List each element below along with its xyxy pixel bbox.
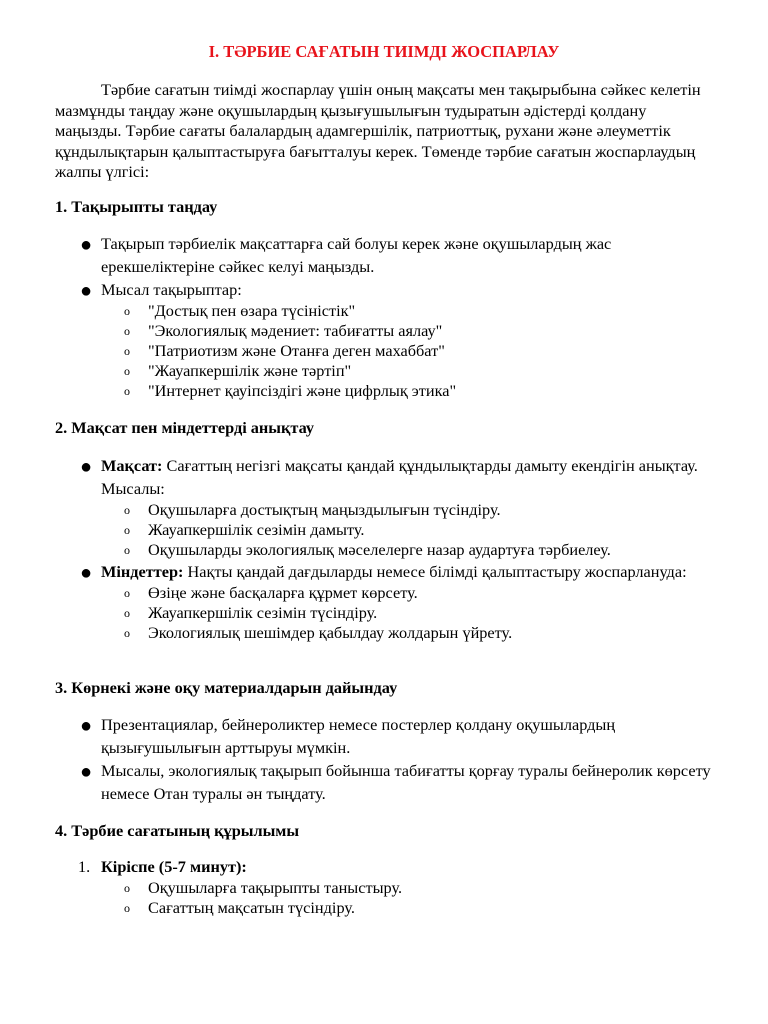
bullet-icon: ● <box>80 715 93 737</box>
list-item-text: Тақырып тәрбиелік мақсаттарға сай болуы керек және оқушылардың жас ерекшеліктеріне сәйкес келуі маңызды. <box>101 234 612 276</box>
section-4-heading: 4. Тәрбие сағатының құрылымы <box>55 821 300 840</box>
list-item <box>55 232 715 278</box>
list-item: o "Жауапкершілік және тәртіп" <box>124 361 352 380</box>
circle-bullet-icon: o <box>124 901 130 915</box>
list-item <box>55 454 715 560</box>
list-item-text: Презентациялар, бейнероликтер немесе постерлер қолдану оқушылардың қызығушылығын арттыруы мүмкін. <box>101 715 616 757</box>
section-1-heading: 1. Тақырыпты таңдау <box>55 197 218 216</box>
section-4-list <box>55 855 715 918</box>
section-1-list <box>55 232 715 401</box>
circle-bullet-icon: o <box>124 523 130 537</box>
circle-bullet-icon: o <box>124 626 130 640</box>
circle-bullet-icon: o <box>124 324 130 338</box>
list-item: o "Интернет қауіпсіздігі және цифрлық этика" <box>124 381 457 400</box>
circle-bullet-icon: o <box>124 384 130 398</box>
list-item: o Сағаттың мақсатын түсіндіру. <box>124 898 355 917</box>
page-title: I. ТӘРБИЕ САҒАТЫН ТИІМДІ ЖОСПАРЛАУ <box>208 42 560 61</box>
list-item: o "Патриотизм және Отанға деген махаббат" <box>124 341 445 360</box>
bullet-icon: ● <box>80 234 93 256</box>
list-item: o "Экологиялық мәдениет: табиғатты аялау" <box>124 321 443 340</box>
circle-bullet-icon: o <box>124 364 130 378</box>
goal-items-list <box>101 500 715 560</box>
list-item <box>55 278 715 401</box>
circle-bullet-icon: o <box>124 606 130 620</box>
list-item: o Экологиялық шешімдер қабылдау жолдарын үйрету. <box>124 623 513 642</box>
list-item <box>55 759 715 805</box>
section-3-list <box>55 713 715 805</box>
tasks-items-list <box>101 583 715 643</box>
list-item <box>55 713 715 759</box>
list-item: o "Достық пен өзара түсіністік" <box>124 301 356 320</box>
intro-stage-label: Кіріспе (5-7 минут): <box>101 857 247 876</box>
intro-paragraph: Тәрбие сағатын тиімді жоспарлау үшін оның мақсаты мен тақырыбына сәйкес келетін мазмұнды таңдау және оқушылардың қызығушылығын тудыратын әдістерді қолдану маңызды. Тәрбие сағаты балалардың адамгершілік, патриоттық, рухани және әлеуметтік құндылықтарын қалыптастыруға бағытталуы керек. Төменде тәрбие сағатын жоспарлаудың жалпы үлгісі: <box>55 80 701 181</box>
circle-bullet-icon: o <box>124 881 130 895</box>
circle-bullet-icon: o <box>124 344 130 358</box>
list-item-text: Мысал тақырыптар: <box>101 280 242 299</box>
example-topics-list <box>101 301 715 401</box>
circle-bullet-icon: o <box>124 304 130 318</box>
list-item <box>55 855 715 918</box>
bullet-icon: ● <box>80 562 93 584</box>
list-item: o Жауапкершілік сезімін дамыту. <box>124 520 365 539</box>
intro-stage-list <box>101 878 715 918</box>
bullet-icon: ● <box>80 761 93 783</box>
tasks-text: Нақты қандай дағдыларды немесе білімді қалыптастыру жоспарлануда: <box>183 562 687 581</box>
goal-label: Мақсат: <box>101 456 163 475</box>
circle-bullet-icon: o <box>124 543 130 557</box>
circle-bullet-icon: o <box>124 503 130 517</box>
goal-text: Сағаттың негізгі мақсаты қандай құндылықтарды дамыту екендігін анықтау. Мысалы: <box>101 456 698 498</box>
section-3-heading: 3. Көрнекі және оқу материалдарын дайындау <box>55 678 398 697</box>
list-item-text: Мысалы, экологиялық тақырып бойынша табиғатты қорғау туралы бейнеролик көрсету немесе Отан туралы ән тыңдату. <box>101 761 711 803</box>
list-item: o Оқушыларға достықтың маңыздылығын түсіндіру. <box>124 500 501 519</box>
list-item: o Өзіңе және басқаларға құрмет көрсету. <box>124 583 418 602</box>
list-item: o Оқушыларға тақырыпты таныстыру. <box>124 878 403 897</box>
bullet-icon: ● <box>80 280 93 302</box>
list-item: o Жауапкершілік сезімін түсіндіру. <box>124 603 378 622</box>
list-item <box>55 560 715 643</box>
list-item: o Оқушыларды экологиялық мәселелерге назар аудартуға тәрбиелеу. <box>124 540 611 559</box>
bullet-icon: ● <box>80 456 93 478</box>
section-2-list <box>55 454 715 643</box>
list-number: 1. <box>78 857 91 876</box>
tasks-label: Міндеттер: <box>101 562 184 581</box>
circle-bullet-icon: o <box>124 586 130 600</box>
section-2-heading: 2. Мақсат пен міндеттерді анықтау <box>55 418 315 437</box>
